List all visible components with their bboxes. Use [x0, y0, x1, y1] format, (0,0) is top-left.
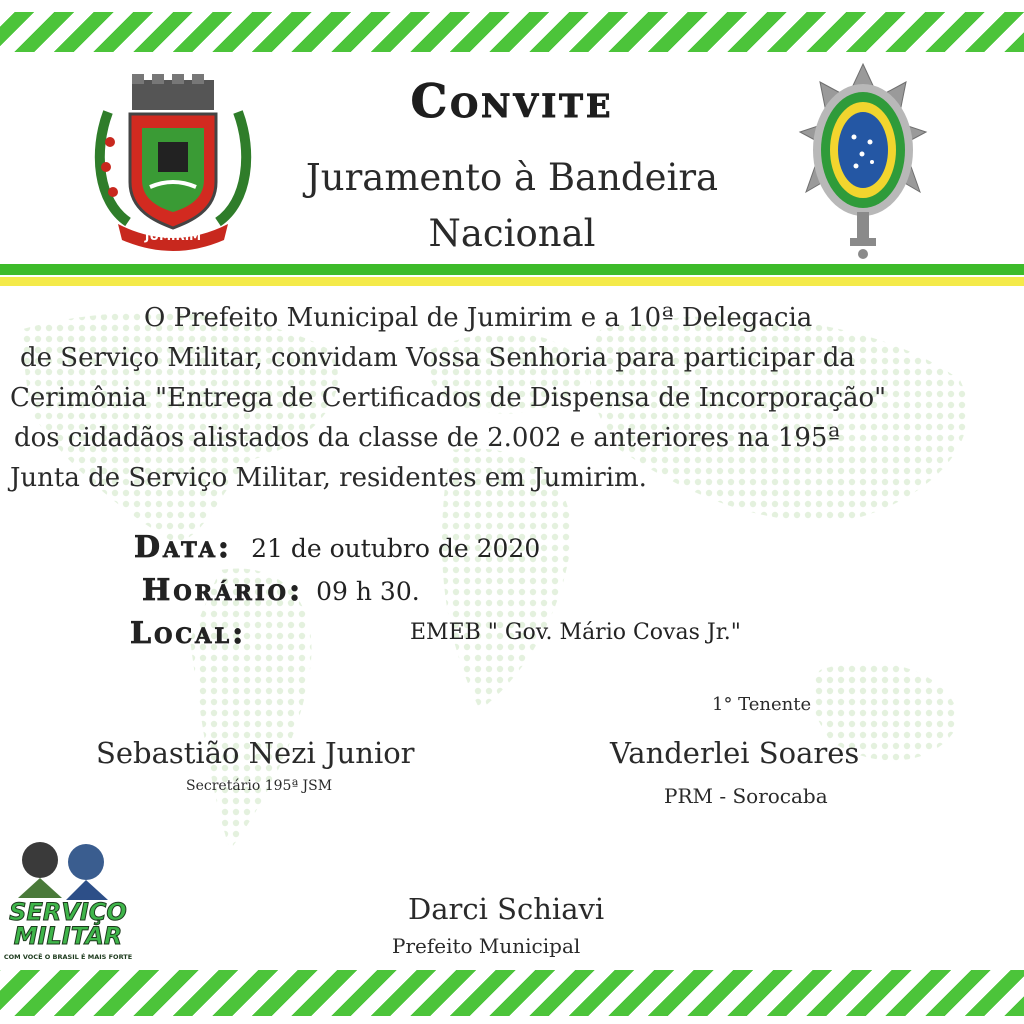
mayor-role: Prefeito Municipal: [392, 934, 581, 958]
body-line-5: Junta de Serviço Militar, residentes em Jumirim.: [10, 463, 647, 493]
right-signer-name: Vanderlei Soares: [610, 736, 860, 770]
date-row: [134, 530, 540, 565]
page-title: Convite: [410, 74, 614, 128]
time-label: Horário:: [142, 573, 304, 608]
location-value: EMEB " Gov. Mário Covas Jr.": [410, 620, 741, 645]
date-value: 21 de outubro de 2020: [251, 534, 541, 563]
green-band: [0, 264, 1024, 275]
jumirim-coat-of-arms: [88, 72, 258, 252]
invitation-body: [10, 298, 1020, 498]
right-signer-rank: 1° Tenente: [712, 694, 812, 715]
right-signer-role: PRM - Sorocaba: [664, 784, 828, 808]
subtitle-line-1: Juramento à Bandeira: [305, 156, 719, 199]
body-line-2: de Serviço Militar, convidam Vossa Senhoria para participar da: [20, 343, 855, 373]
logo-line-2: MILITAR: [13, 922, 123, 950]
location-row: [130, 616, 246, 651]
body-line-3: Cerimônia "Entrega de Certificados de Dispensa de Incorporação": [10, 383, 887, 413]
top-stripe-border: [0, 12, 1024, 52]
location-label: Local:: [130, 616, 247, 651]
location-value-wrap: [410, 620, 741, 645]
body-line-1: O Prefeito Municipal de Jumirim e a 10ª Delegacia: [144, 303, 813, 333]
army-badge: [796, 62, 930, 262]
subtitle-line-2: Nacional: [428, 212, 596, 255]
servico-militar-logo: [4, 838, 132, 964]
crest-label: JUMIRIM: [144, 229, 202, 243]
body-line-4: dos cidadãos alistados da classe de 2.002 e anteriores na 195ª: [14, 423, 840, 453]
left-signer-name: Sebastião Nezi Junior: [96, 736, 415, 770]
date-label: Data:: [134, 530, 233, 565]
logo-line-1: SERVIÇO: [9, 898, 127, 926]
time-row: [142, 573, 420, 608]
bottom-stripe-border: [0, 970, 1024, 1016]
yellow-band: [0, 277, 1024, 286]
left-signer-role: Secretário 195ª JSM: [186, 778, 333, 794]
page-subtitle: [270, 150, 754, 262]
time-value: 09 h 30.: [316, 577, 420, 606]
mayor-name: Darci Schiavi: [408, 892, 605, 926]
logo-tagline: COM VOCÊ O BRASIL É MAIS FORTE: [4, 953, 132, 961]
